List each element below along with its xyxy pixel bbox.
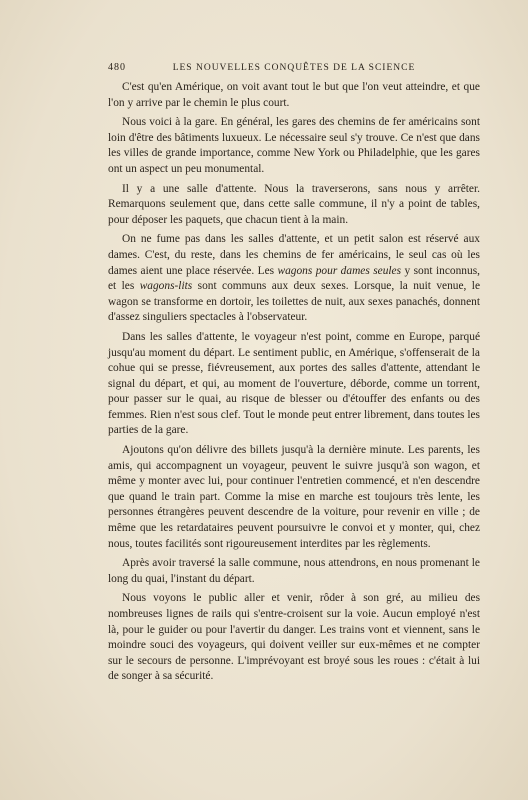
paragraph: Dans les salles d'attente, le voyageur n'est point, comme en Europe, parqué jusqu'au moment du départ. Le sentiment public, en Amérique, s'offenserait de la cohue qui se presse, fiévreusement, aux portes des salles d'attente, attendant le signal du départ, et qui, au moment de l'ouverture, déborde, comme un torrent, pour passer sur le quai, au risque de blesser ou d'étouffer des enfants ou des femmes. Rien n'est sous clef. Tout le monde peut entrer librement, dans toutes les parties de la gare. <box>108 330 480 437</box>
paragraph: Après avoir traversé la salle commune, nous attendrons, en nous promenant le long du quai, l'instant du départ. <box>108 557 480 585</box>
body-text <box>108 80 480 689</box>
paragraph: Ajoutons qu'on délivre des billets jusqu'à la dernière minute. Les parents, les amis, qui accompagnent un voyageur, peuvent le suivre jusqu'à son wagon, et même y monter avec lui, pour continuer l'entretien commencé, et n'en descendre que quand le train part. Comme la mise en marche est toujours très lente, les personnes étrangères peuvent descendre de la voiture, pour revenir en ville ; de même que les retardataires peuvent poursuivre le convoi et y monter, qui, chez nous, toutes facilités sont rigoureusement interdites par les règlements. <box>108 444 480 550</box>
paragraph: On ne fume pas dans les salles d'attente, et un petit salon est réservé aux dames. C'est, du reste, dans les chemins de fer américains, le seul cas où les dames aient une place réservée. Les wagons pour dames seules y sont inconnus, et les wagons-lits sont communs aux deux sexes. Lorsque, la nuit venue, le wagon se transforme en dortoir, les toilettes de nuit, aux sexes panachés, donnent d'assez singuliers spectacles à l'observateur. <box>108 233 481 324</box>
running-title: LES NOUVELLES CONQUÊTES DE LA SCIENCE <box>172 63 416 73</box>
paragraph: Il y a une salle d'attente. Nous la traverserons, sans nous y arrêter. Remarquons seulement que, dans cette salle commune, il n'y a point de tables, pour déposer les paquets, que chacun tient à la main. <box>108 182 480 226</box>
paragraph: C'est qu'en Amérique, on voit avant tout le but que l'on veut atteindre, et que l'on y arrive par le chemin le plus court. <box>108 81 480 109</box>
paragraph: Nous voyons le public aller et venir, rôder à son gré, au milieu des nombreuses lignes de rails qui s'entre-croisent sur la voie. Aucun employé n'est là, pour le guider ou pour l'avertir du danger. Les trains vont et viennent, sans le moindre souci des voyageurs, qui doivent veiller sur eux-mêmes et ne compter sur le secours de personne. L'imprévoyant est broyé sous les roues : c'était à lui de songer à sa sécurité. <box>108 592 480 683</box>
paragraph: Nous voici à la gare. En général, les gares des chemins de fer américains sont loin d'être des bâtiments luxueux. Le nécessaire seul s'y trouve. Ce n'est que dans les villes de grande importance, comme New York ou Philadelphie, que les gares ont un aspect un peu monumental. <box>108 116 480 175</box>
italic-term: wagons-lits <box>139 280 193 293</box>
italic-term: wagons pour dames seules <box>277 264 402 277</box>
page-header <box>108 62 480 73</box>
page-number: 480 <box>108 62 126 73</box>
